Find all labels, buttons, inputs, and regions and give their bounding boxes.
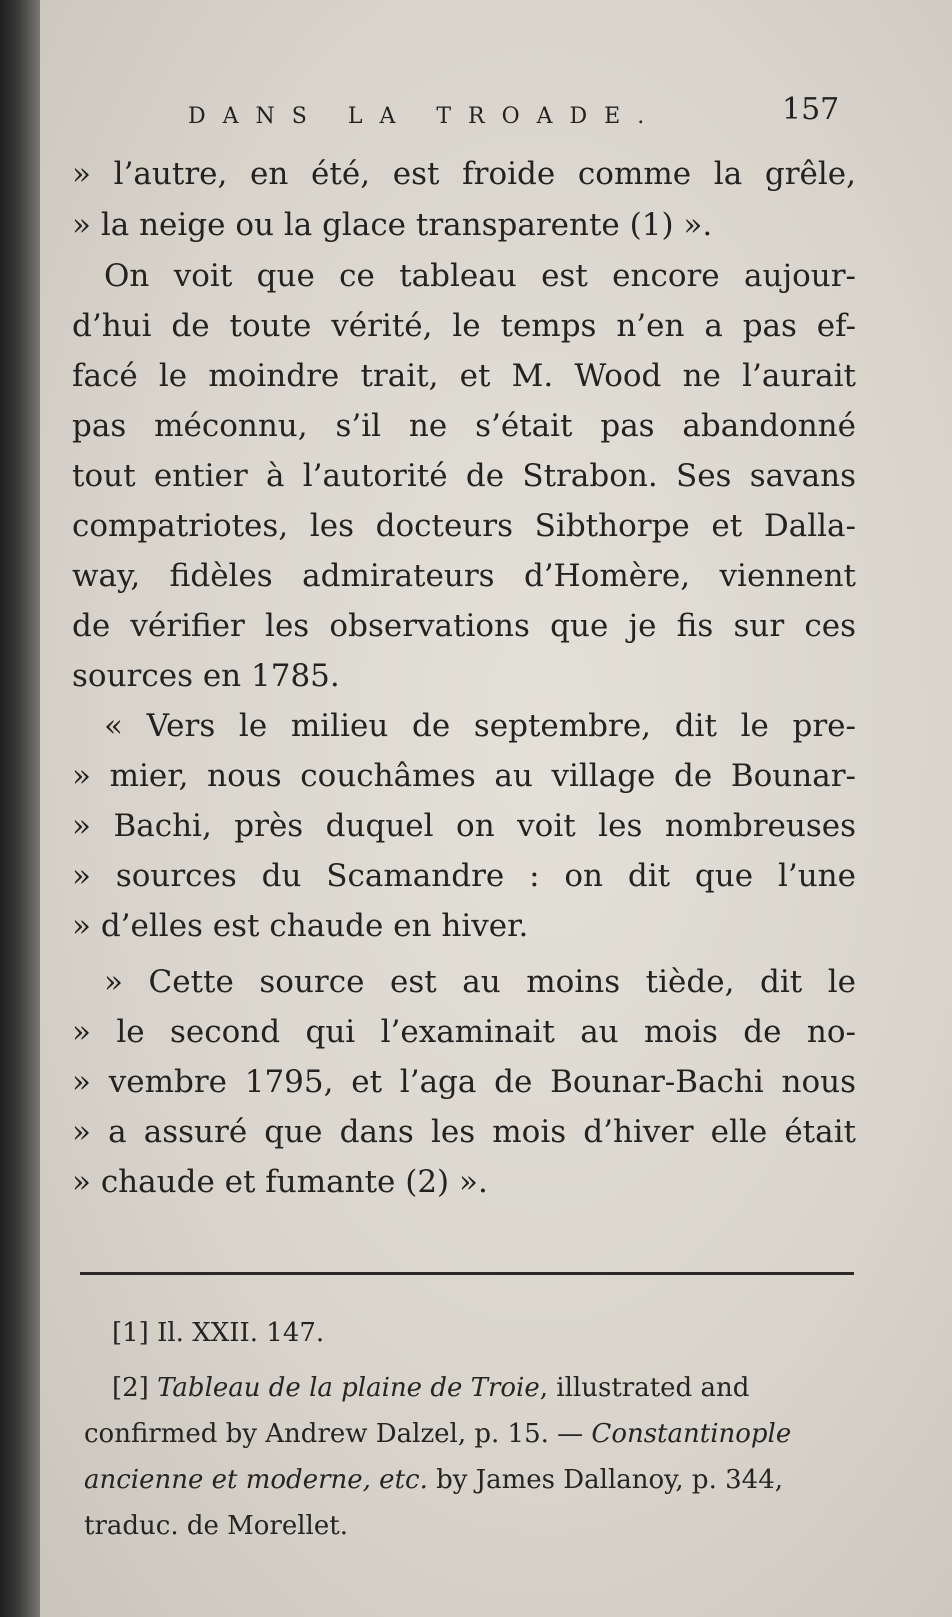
footnote-2-line-1	[112, 1371, 749, 1405]
body-line: » vembre 1795, et l’aga de Bounar-Bachi nous	[72, 1064, 856, 1100]
footnote-2-text: confirmed by Andrew Dalzel, p. 15. —	[84, 1419, 584, 1449]
body-line: On voit que ce tableau est encore aujour-	[104, 258, 856, 294]
body-line: » a assuré que dans les mois d’hiver elle était	[72, 1114, 856, 1150]
body-line: » Bachi, près duquel on voit les nombreuses	[72, 808, 856, 844]
body-line: » mier, nous couchâmes au village de Bounar-	[72, 758, 856, 794]
body-line: » l’autre, en été, est froide comme la grêle,	[72, 156, 856, 192]
body-line: de vérifier les observations que je fis sur ces	[72, 608, 856, 644]
body-line: tout entier à l’autorité de Strabon. Ses savans	[72, 458, 856, 494]
page-number: 157	[782, 92, 840, 127]
body-line: « Vers le milieu de septembre, dit le pre-	[104, 708, 856, 744]
footnote-2-line-2	[84, 1417, 791, 1451]
running-title: DANS LA TROADE.	[188, 104, 662, 129]
footnote-2-line-3	[84, 1463, 783, 1497]
footnote-2-line-4: traduc. de Morellet.	[84, 1511, 348, 1541]
footnote-2-text: by James Dallanoy, p. 344,	[436, 1465, 783, 1495]
body-line: » la neige ou la glace transparente (1) ».	[72, 207, 713, 243]
body-line: » chaude et fumante (2) ».	[72, 1164, 488, 1200]
book-binding-shadow	[0, 0, 40, 1617]
footnote-rule	[80, 1272, 854, 1275]
body-line: way, fidèles admirateurs d’Homère, viennent	[72, 558, 856, 594]
footnote-2-title: Constantinople	[591, 1419, 792, 1449]
body-line: pas méconnu, s’il ne s’était pas abandonné	[72, 408, 856, 444]
body-line: » d’elles est chaude en hiver.	[72, 908, 529, 944]
body-line: sources en 1785.	[72, 658, 340, 694]
footnote-1: [1] Il. XXII. 147.	[112, 1318, 325, 1348]
footnote-2-text: , etc.	[362, 1465, 428, 1495]
footnote-2-title: ancienne et moderne	[84, 1465, 363, 1495]
body-line: » Cette source est au moins tiède, dit le	[104, 964, 856, 1000]
body-line: d’hui de toute vérité, le temps n’en a pas ef-	[72, 308, 856, 344]
footnote-2-marker: [2]	[112, 1373, 149, 1403]
body-line: compatriotes, les docteurs Sibthorpe et Dalla-	[72, 508, 856, 544]
body-line: » le second qui l’examinait au mois de no-	[72, 1014, 856, 1050]
body-line: facé le moindre trait, et M. Wood ne l’aurait	[72, 358, 856, 394]
footnote-2-title: Tableau de la plaine de Troie	[157, 1373, 540, 1403]
body-line: » sources du Scamandre : on dit que l’une	[72, 858, 856, 894]
footnote-2-text: , illustrated and	[539, 1373, 750, 1403]
